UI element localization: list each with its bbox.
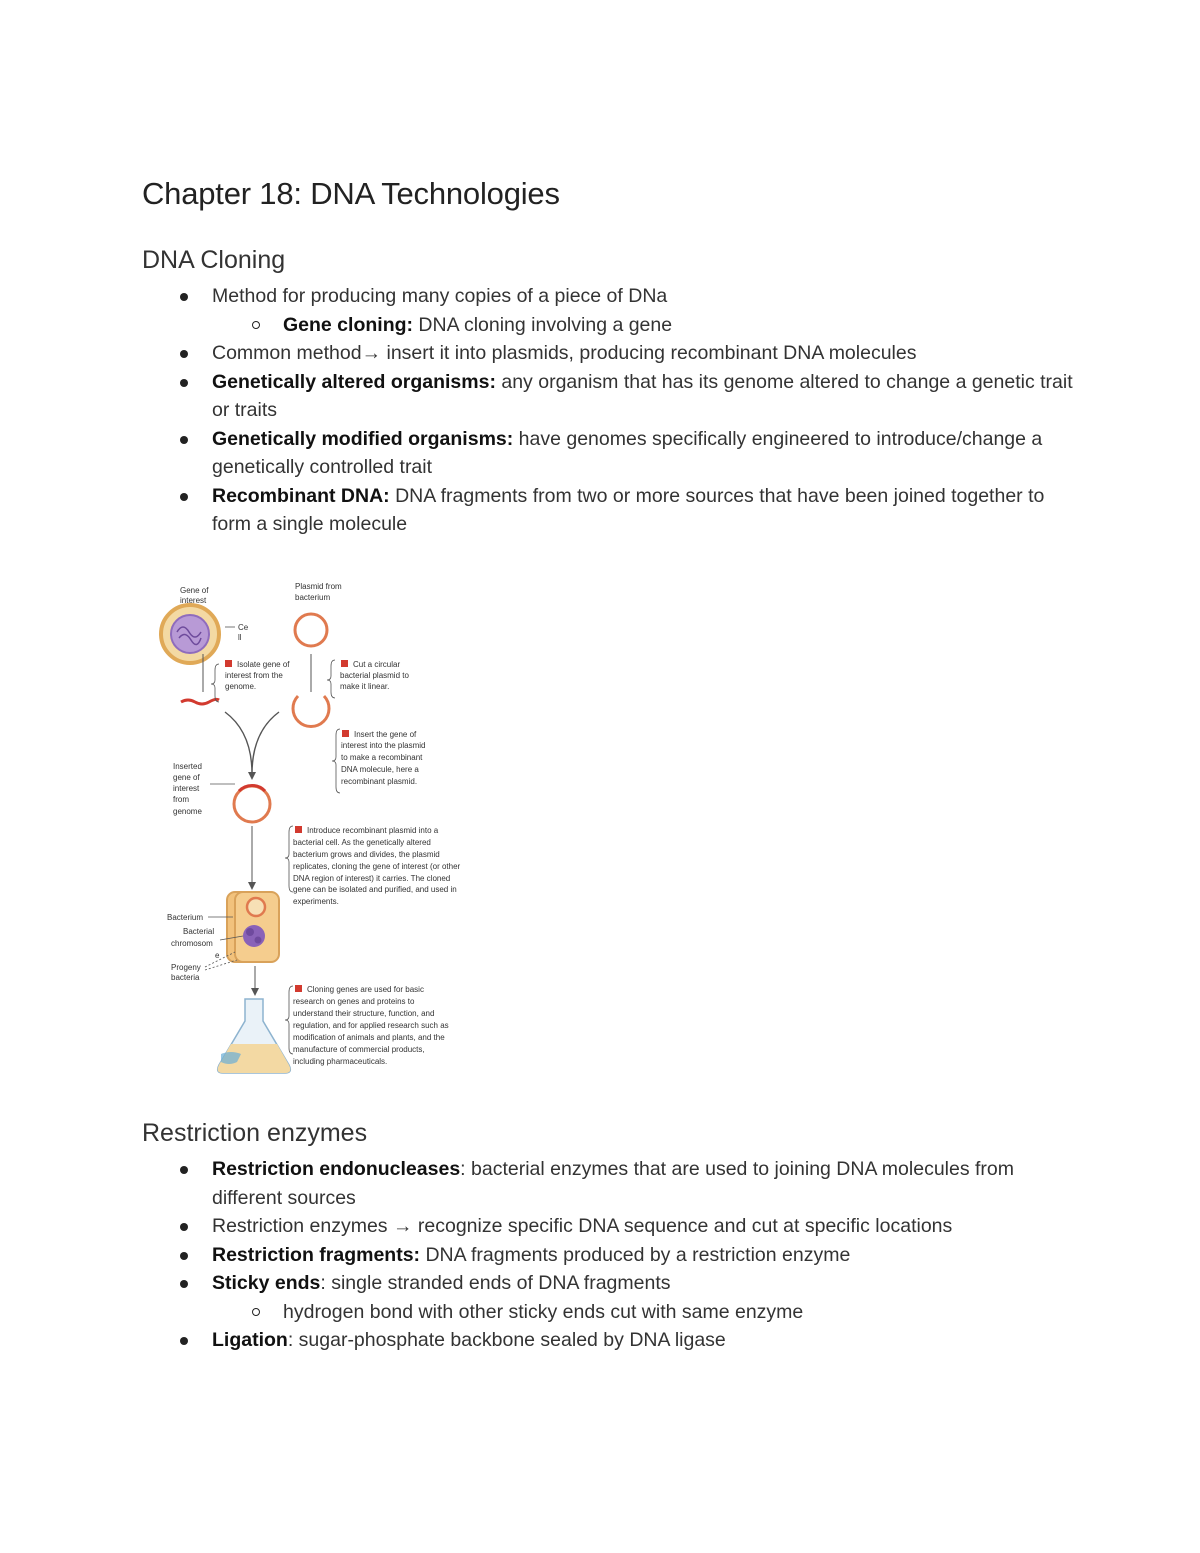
bullet-text: Method for producing many copies of a piece of DNa — [212, 285, 668, 307]
step-1-line-1: Isolate gene of — [237, 660, 290, 669]
step-2-badge — [341, 660, 348, 667]
page-title: Chapter 18: DNA Technologies — [142, 176, 560, 211]
bullet-item — [180, 368, 1080, 425]
step-3-line-2: interest into the plasmid — [341, 741, 426, 750]
term: Restriction fragments: — [212, 1243, 421, 1266]
step-3-line-1: Insert the gene of — [354, 730, 417, 739]
label-progeny-2: bacteria — [171, 973, 200, 982]
step-5-badge — [295, 985, 302, 992]
step-4-line-1: Introduce recombinant plasmid into a — [307, 826, 439, 835]
flask-illustration — [218, 999, 291, 1073]
step-4-line-6: gene can be isolated and purified, and used in — [293, 885, 457, 894]
label-inserted-1: Inserted — [173, 762, 202, 771]
bullet-list-restriction-enzymes — [180, 1155, 1080, 1355]
bullet-item — [180, 282, 1080, 311]
label-bacterial-chromosome-1: Bacterial — [183, 927, 215, 936]
label-gene-of-interest-1: Gene of — [180, 586, 209, 595]
step-4-badge — [295, 826, 302, 833]
bullet-item — [180, 339, 1080, 368]
bullet-item — [180, 425, 1080, 482]
bullet-item — [180, 1155, 1080, 1212]
linear-plasmid — [293, 696, 329, 726]
bullet-text: hydrogen bond with other sticky ends cut with same enzyme — [283, 1300, 804, 1323]
sub-bullet-item — [180, 1298, 1080, 1327]
bullet-item — [180, 1269, 1080, 1298]
step-4-line-7: experiments. — [293, 897, 339, 906]
term: Genetically altered organisms: — [212, 370, 496, 393]
label-cell-2: ll — [238, 633, 242, 642]
bullet-text: : single stranded ends of DNA fragments — [320, 1272, 671, 1294]
label-inserted-3: interest — [173, 784, 200, 793]
bullet-list-dna-cloning — [180, 282, 1080, 539]
label-bacterial-chromosome-2: chromosom — [171, 939, 213, 948]
label-inserted-2: gene of — [173, 773, 200, 782]
label-plasmid-1: Plasmid from — [295, 582, 342, 591]
term: Ligation — [212, 1329, 288, 1351]
step-1-line-3: genome. — [225, 682, 257, 691]
section-heading-dna-cloning: DNA Cloning — [142, 246, 286, 274]
term: Gene cloning: — [283, 313, 414, 336]
step-4-line-5: DNA region of interest) it carries. The cloned — [293, 874, 451, 883]
step-3-badge — [342, 730, 349, 737]
step-5-line-7: including pharmaceuticals. — [293, 1057, 388, 1066]
bullet-text: have genomes specifically engineered to introduce/change a genetically controlled trait — [212, 427, 1043, 478]
sub-bullet-item — [180, 311, 1080, 340]
step-4-line-3: bacterium grows and divides, the plasmid — [293, 850, 440, 859]
bullet-item — [180, 1212, 1080, 1241]
bullet-text: DNA fragments produced by a restriction enzyme — [420, 1243, 851, 1266]
plasmid-circle — [295, 614, 327, 646]
label-inserted-4: from — [173, 795, 189, 804]
step-1-line-2: interest from the — [225, 671, 283, 680]
label-bacterium: Bacterium — [167, 913, 204, 922]
bullet-text: Restriction enzymes → recognize specific DNA sequence and cut at specific locations — [212, 1215, 953, 1237]
cell-illustration — [161, 605, 219, 663]
label-inserted-5: genome — [173, 807, 202, 816]
bullet-text: : sugar-phosphate backbone sealed by DNA ligase — [287, 1329, 726, 1351]
section-heading-restriction-enzymes: Restriction enzymes — [142, 1119, 368, 1147]
step-5-line-5: modification of animals and plants, and the — [293, 1033, 445, 1042]
term: Recombinant DNA: — [212, 484, 390, 507]
bullet-text: any organism that has its genome altered to change a genetic trait or traits — [212, 370, 1073, 421]
bullet-item — [180, 482, 1080, 539]
bullet-text: DNA fragments from two or more sources that have been joined together to form a single molecule — [212, 484, 1045, 535]
recombinant-plasmid — [234, 786, 270, 822]
step-5-line-1: Cloning genes are used for basic — [307, 985, 424, 994]
term: Sticky ends — [212, 1272, 321, 1294]
step-2-line-3: make it linear. — [340, 682, 390, 691]
term: Genetically modified organisms: — [212, 427, 514, 450]
bullet-item — [180, 1241, 1080, 1270]
step-2-line-1: Cut a circular — [353, 660, 401, 669]
step-4-line-4: replicates, cloning the gene of interest (or other — [293, 862, 461, 871]
step-3-line-3: to make a recombinant — [341, 753, 423, 762]
bullet-text: : bacterial enzymes that are used to joining DNA molecules from different sources — [212, 1158, 1015, 1209]
step-5-line-4: regulation, and for applied research such as — [293, 1021, 449, 1030]
step-3-line-4: DNA molecule, here a — [341, 765, 419, 774]
label-cell-1: Ce — [238, 623, 249, 632]
bullet-item — [180, 1326, 1080, 1355]
label-gene-of-interest-2: interest — [180, 596, 207, 605]
step-5-line-2: research on genes and proteins to — [293, 997, 415, 1006]
term: Restriction endonucleases — [212, 1158, 461, 1180]
step-1-badge — [225, 660, 232, 667]
dna-cloning-figure — [155, 574, 500, 1074]
step-5-line-3: understand their structure, function, and — [293, 1009, 435, 1018]
bullet-text: Common method→ insert it into plasmids, producing recombinant DNA molecules — [212, 342, 917, 364]
label-progeny-1: Progeny — [171, 963, 201, 972]
bullet-text: DNA cloning involving a gene — [413, 313, 673, 336]
step-3-line-5: recombinant plasmid. — [341, 777, 418, 786]
dna-cloning-diagram — [155, 574, 500, 1074]
gene-fragment — [181, 699, 219, 704]
label-plasmid-2: bacterium — [295, 593, 331, 602]
step-5-line-6: manufacture of commercial products, — [293, 1045, 425, 1054]
step-2-line-2: bacterial plasmid to — [340, 671, 409, 680]
step-4-line-2: bacterial cell. As the genetically altered — [293, 838, 431, 847]
bacterium-illustration — [227, 892, 279, 962]
label-bacterial-chromosome-3: e — [215, 951, 220, 960]
